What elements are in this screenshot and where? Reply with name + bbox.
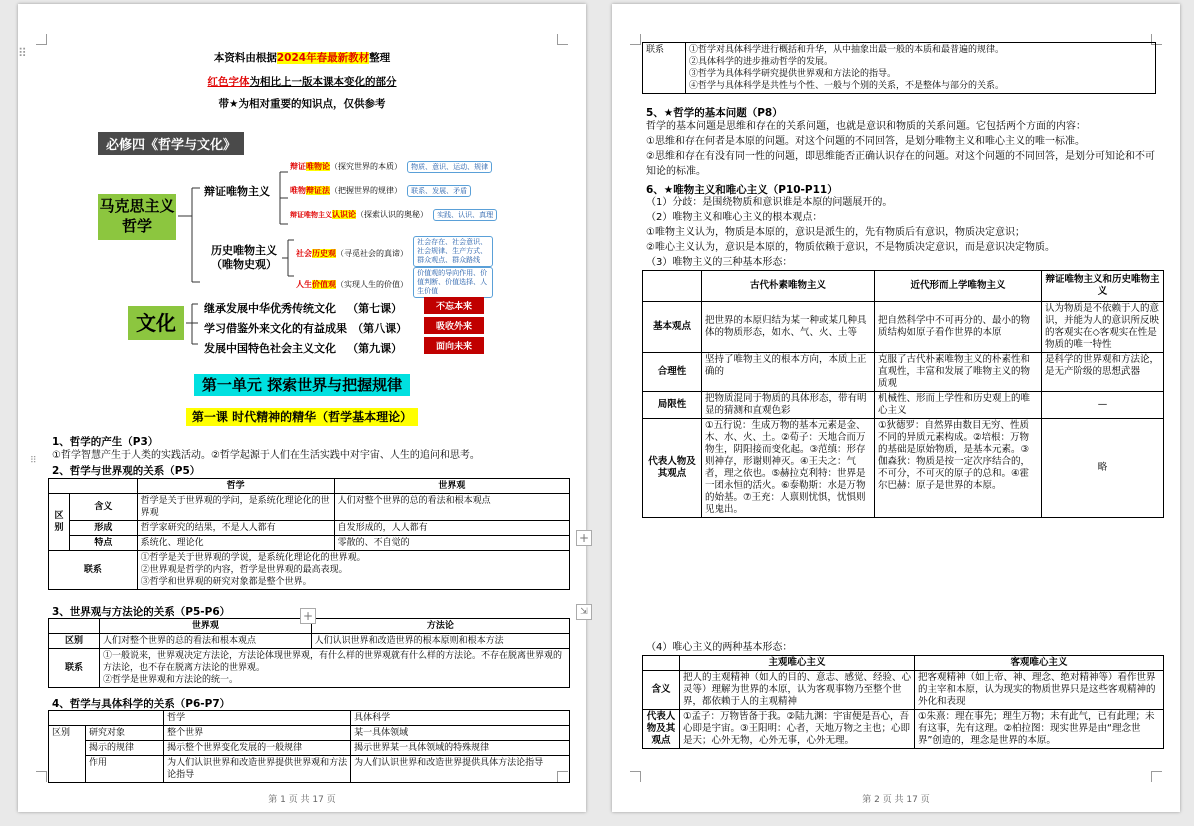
section-1-body: ①哲学智慧产生于人类的实践活动。②哲学起源于人们在生活实践中对宇宙、人生的追问和思考。 — [52, 450, 480, 461]
header-line-3: 带★为相对重要的知识点，仅供参考 — [218, 98, 386, 110]
table-row: 代表人物及其观点 ①五行说：生成万物的基本元素是金、木、水、火、土。②荀子：天地合而万物生，阴阳接而变化起。③范缜：形存则神存，形谢则神灭。④王夫之：气者，理之依也。⑤赫拉克利特：世界是一团永恒的活火。⑥泰勒斯：水是万物的始基。⑦王充：人禀则忧惧，忧惧则见鬼出。 ①狄德罗：自然界由数目无穷、性质不同的异质元素构成。②培根：万物的基础是原始物质，是基本元素。③伽森狄：物质是按一定次序结合的，不可分，不可灭的原子的总和。④霍尔巴赫：原子是世界的本原。 略 — [643, 419, 1164, 518]
table-row: 区别 含义 哲学是关于世界观的学问，是系统化理论化的世界观 人们对整个世界的总的看法和根本观点 — [49, 494, 570, 521]
section-4-title: 4、哲学与具体科学的关系（P6-P7） — [52, 698, 231, 710]
table-header: 世界观 — [334, 479, 569, 494]
culture-box: 文化 — [128, 306, 184, 340]
mind-map — [98, 132, 508, 362]
table-row: 特点 系统化、理论化 零散的、不自觉的 — [49, 536, 570, 551]
culture-row-3: 发展中国特色社会主义文化 （第九课） 面向未来 — [204, 337, 504, 356]
philosophy-science-table — [48, 710, 570, 783]
section-6-title: 6、★唯物主义和唯心主义（P10-P11） — [646, 184, 838, 196]
worldview-methodology-table — [48, 618, 570, 688]
header-line-2: 红色字体为相比上一版本课本变化的部分 — [207, 76, 397, 88]
table-header: 哲学 — [164, 711, 351, 726]
table-row: 局限性 把物质混同于物质的具体形态，带有明显的猜测和直观色彩 机械性、形而上学性和历史观上的唯心主义 — — [643, 392, 1164, 419]
table-move-handle-icon[interactable]: ⠿ — [30, 456, 37, 466]
mind-map-branch-4: 社会历史观（寻觅社会的真谛） 社会存在、社会意识、社会规律、生产方式、群众观点、群众路线 — [296, 236, 493, 267]
table-header: 哲学 — [137, 479, 334, 494]
margin-corner-mark — [1151, 771, 1162, 782]
margin-corner-mark — [557, 34, 568, 45]
table-header: 世界观 — [100, 619, 312, 634]
document-page-2 — [612, 4, 1180, 812]
table-row: 含义 把人的主观精神（如人的目的、意志、感觉、经验、心灵等）理解为世界的本原，认为客观事物乃至整个世界，都依赖于人的主观精神 把客观精神（如上帝、神、理念、绝对精神等）看作世界的主宰和本原，认为现实的物质世界只是这些客观精神的外化和表现 — [643, 671, 1164, 710]
section-5-title: 5、★哲学的基本问题（P8） — [646, 107, 783, 119]
culture-row-1: 继承发展中华优秀传统文化 （第七课） 不忘本来 — [204, 297, 504, 316]
table-row: 区别 研究对象 整个世界 某一具体领域 — [49, 726, 570, 741]
section-5-body: 哲学的基本问题是思维和存在的关系问题，也就是意识和物质的关系问题。它包括两个方面的内容： ①思维和存在何者是本原的问题。对这个问题的不同回答，是划分唯物主义和唯心主义的唯一标准。 ②思维和存在有没有同一性的问题，即思维能否正确认识存在的问题。对这个问题的不同回答，是划分可知论和不可知论的标准。 — [646, 121, 1155, 177]
margin-corner-mark — [36, 34, 47, 45]
section-2-title: 2、哲学与世界观的关系（P5） — [52, 465, 201, 477]
historical-materialism-node: 历史唯物主义（唯物史观） — [211, 244, 277, 271]
page-footer: 第 1 页 共 17 页 — [268, 795, 336, 805]
lesson-title: 第一课 时代精神的精华（哲学基本理论） — [186, 408, 418, 426]
mind-map-connector — [184, 296, 204, 352]
table-header: 客观唯心主义 — [915, 656, 1164, 671]
margin-corner-mark — [630, 771, 641, 782]
marxism-philosophy-box: 马克思主义哲学 — [98, 194, 176, 240]
table-row: 作用 为人们认识世界和改造世界提供世界观和方法论指导 为人们认识世界和改造世界提供具体方法论指导 — [49, 756, 570, 783]
margin-corner-mark — [36, 771, 47, 782]
dialectical-materialism-node: 辩证唯物主义 — [204, 185, 270, 198]
document-page-1 — [18, 4, 586, 812]
unit-title-wrap — [18, 374, 586, 395]
philosophy-worldview-table — [48, 478, 570, 590]
table-row: 揭示的规律 揭示整个世界变化发展的一般规律 揭示世界某一具体领域的特殊规律 — [49, 741, 570, 756]
mind-map-branch-1: 辩证唯物论（探究世界的本质） 物质、意识、运动、规律 — [290, 154, 492, 173]
margin-corner-mark — [630, 34, 641, 45]
mind-map-branch-2: 唯物辩证法（把握世界的规律） 联系、发展、矛盾 — [290, 178, 471, 197]
mind-map-connector — [176, 162, 296, 292]
section-1-title: 1、哲学的产生（P3） — [52, 436, 159, 448]
table-row: 形成 哲学家研究的结果，不是人人都有 自发形成的，人人都有 — [49, 521, 570, 536]
lesson-title-wrap — [18, 406, 586, 425]
table-header: 方法论 — [311, 619, 569, 634]
section-3-title: 3、世界观与方法论的关系（P5-P6） — [52, 606, 231, 618]
mind-map-branch-5: 人生价值观（实现人生的价值） 价值观的导向作用、价值判断、价值选择、人生价值 — [296, 267, 493, 298]
materialism-forms-table — [642, 270, 1164, 518]
header-line-1: 本资料由根据2024年春最新教材整理 — [213, 52, 391, 64]
table-header: 具体科学 — [351, 711, 570, 726]
page-footer: 第 2 页 共 17 页 — [862, 795, 930, 805]
add-row-icon[interactable]: + — [300, 608, 316, 624]
add-column-icon[interactable]: + — [576, 530, 592, 546]
table-header: 主观唯心主义 — [680, 656, 915, 671]
table-row: 联系 ①一般说来，世界观决定方法论，方法论体现世界观，有什么样的世界观就有什么样的方法论。不存在脱离世界观的方法论，也不存在脱离方法论的世界观。 ②哲学是世界观和方法论的统一。 — [49, 649, 570, 688]
table-resize-icon[interactable]: ⇲ — [576, 604, 592, 620]
drag-handle-icon[interactable]: ⠿ — [18, 46, 27, 60]
table-row: 联系 ①哲学对具体科学进行概括和升华，从中抽象出最一般的本质和最普遍的规律。 ②具体科学的进步推动哲学的发展。 ③哲学为具体科学研究提供世界观和方法论的指导。 ④哲学与具体科学是共性与个性、一般与个别的关系，不是整体与部分的关系。 — [643, 43, 1156, 94]
table-row: 基本观点 把世界的本原归结为某一种或某几种具体的物质形态，如水、气、火、土等 把自然科学中不可再分的、最小的物质结构如原子看作世界的本原 认为物质是不依赖于人的意识，并能为人的意识所反映的客观实在◇客观实在性是物质的唯一特性 — [643, 302, 1164, 353]
philosophy-science-link-table — [642, 42, 1156, 94]
mind-map-branch-3: 辩证唯物主义认识论（探索认识的奥秘） 实践、认识、真理 — [290, 202, 497, 221]
section-6-4-title: （4）唯心主义的两种基本形态： — [646, 642, 793, 653]
table-row: 区别 人们对整个世界的总的看法和根本观点 人们认识世界和改造世界的根本原则和根本方法 — [49, 634, 570, 649]
table-row: 合理性 坚持了唯物主义的根本方向，本质上正确的 克服了古代朴素唯物主义的朴素性和直观性，丰富和发展了唯物主义的物质观 是科学的世界观和方法论，是无产阶级的思想武器 — [643, 353, 1164, 392]
table-row: 联系 ①哲学是关于世界观的学说，是系统化理论化的世界观。 ②世界观是哲学的内容，哲学是世界观的最高表现。 ③哲学和世界观的研究对象都是整个世界。 — [49, 551, 570, 590]
culture-row-2: 学习借鉴外来文化的有益成果 （第八课） 吸收外来 — [204, 317, 504, 336]
table-header: 辩证唯物主义和历史唯物主义 — [1042, 271, 1164, 302]
table-header: 近代形而上学唯物主义 — [875, 271, 1042, 302]
idealism-forms-table — [642, 655, 1164, 749]
table-header: 古代朴素唯物主义 — [702, 271, 875, 302]
table-row: 代表人物及其观点 ①孟子：万物皆备于我。②陆九渊：宇宙便是吾心，吾心即是宇宙。③王阳明：心者，天地万物之主也；心即是天；心外无物，心外无事，心外无理。 ①朱熹：理在事先；理生万物；未有此气，已有此理；未有这事，先有这理。②柏拉图：现实世界是由“理念世界”创造的，理念是世界的本原。 — [643, 710, 1164, 749]
unit-title: 第一单元 探索世界与把握规律 — [194, 374, 410, 396]
section-6-body: （1）分歧：是围绕物质和意识谁是本原的问题展开的。 （2）唯物主义和唯心主义的根本观点： ①唯物主义认为，物质是本原的，意识是派生的，先有物质后有意识，物质决定意识； ②唯心主义认为，意识是本原的，物质依赖于意识，不是物质决定意识，而是意识决定物质。 （3）唯物主义的三种基本形态： — [646, 197, 1055, 268]
mind-map-banner: 必修四《哲学与文化》 — [98, 132, 244, 155]
